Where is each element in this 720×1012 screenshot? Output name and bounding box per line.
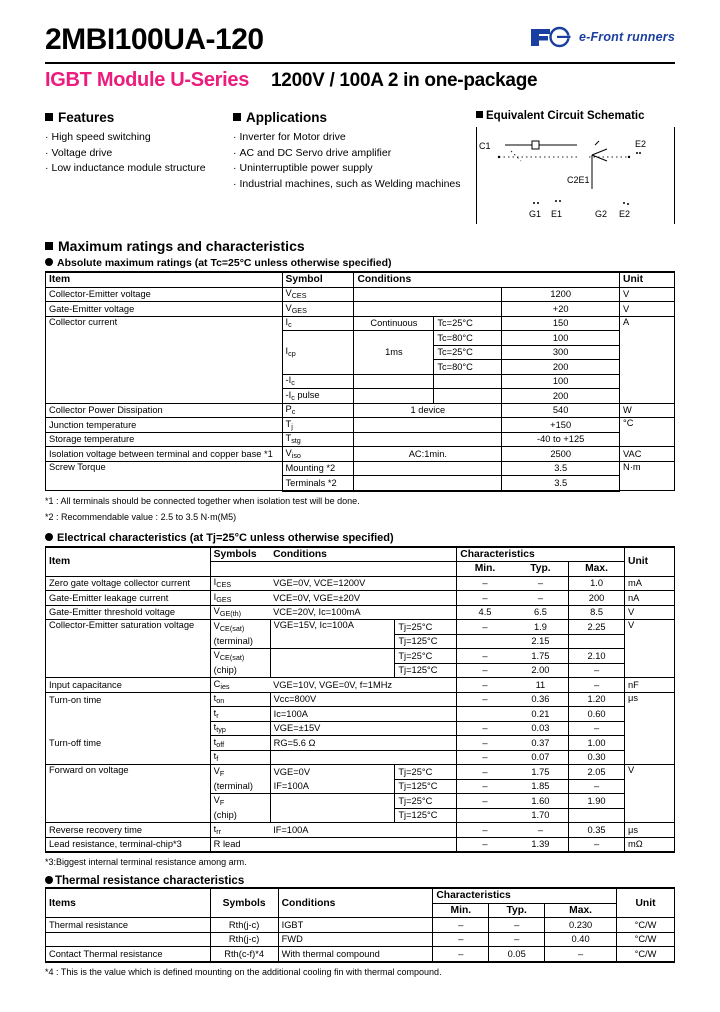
cell-symbol: $t_{off}$ [210, 736, 270, 751]
cell-typ: 6.5 [513, 605, 569, 620]
cell-conditions [354, 432, 502, 447]
cell-item: Gate-Emitter threshold voltage [46, 605, 211, 620]
cell-item: Isolation voltage between terminal and copper base *1 [46, 447, 283, 462]
cell-conditions [270, 794, 395, 823]
cell-rating: 100 [502, 374, 620, 389]
brand-logo [530, 26, 675, 48]
cell-max: – [569, 678, 625, 693]
cell-rating: 3.5 [502, 476, 620, 491]
cell-max: 2.10 [569, 649, 625, 664]
thermal-resistance-table [45, 887, 675, 963]
col-typ: Typ. [489, 903, 545, 918]
cell-symbol: Mounting *2 [282, 461, 354, 476]
max-ratings-caption: Absolute maximum ratings (at Tc=25°C unless otherwise specified) [45, 257, 675, 269]
cell-typ: – [513, 823, 569, 838]
list-item: · Industrial machines, such as Welding machines [233, 177, 461, 190]
cell-item: Screw Torque [46, 461, 283, 491]
cell-symbol: $C_{ies}$ [210, 678, 270, 693]
table-row [46, 447, 675, 462]
cell-conditions: IGBT [278, 918, 433, 933]
cell-max: – [569, 721, 625, 736]
cell-max: 0.40 [545, 932, 617, 947]
cell-item: Reverse recovery time [46, 823, 211, 838]
cell-cond2: Tj=125°C [395, 808, 457, 823]
cell-item: Input capacitance [46, 678, 211, 693]
cell-symbol: $-I_c$ pulse [282, 389, 354, 404]
cell-item: Contact Thermal resistance [46, 947, 211, 962]
cell-min: – [457, 678, 513, 693]
cell-symbol: $V_{GE(th)}$ [210, 605, 270, 620]
schematic-label-c1: C1 [479, 141, 491, 151]
cell-unit: °C/W [617, 932, 675, 947]
cell-item [46, 707, 211, 722]
cell-typ: – [513, 576, 569, 591]
bullet-circle-icon [45, 876, 53, 884]
cell-max: 0.30 [569, 750, 625, 765]
cell-item: Storage temperature [46, 432, 283, 447]
col-symbols: Symbols [210, 547, 270, 562]
col-symbols: Symbols [210, 888, 278, 918]
cell-max: 2.25 [569, 620, 625, 635]
cell-cond2: Tj=25°C [395, 765, 457, 780]
cell-symbol: $T_j$ [282, 418, 354, 433]
cell-cond1 [354, 374, 434, 389]
table-row [46, 576, 675, 591]
cell-typ: 0.36 [513, 692, 569, 707]
cell-unit: V [625, 605, 675, 620]
col-min: Min. [433, 903, 489, 918]
cell-unit: V [625, 765, 675, 823]
cell-unit: °C [620, 418, 675, 447]
cell-typ: 1.9 [513, 620, 569, 635]
cell-conditions [270, 649, 395, 678]
cell-min: – [457, 750, 513, 765]
cell-typ: 2.15 [513, 634, 569, 649]
list-item: · High speed switching [45, 131, 151, 143]
table-row [46, 591, 675, 606]
cell-symbol: $t_r$ [210, 707, 270, 722]
table-row [46, 418, 675, 433]
cell-rating: 300 [502, 345, 620, 360]
cell-symbol: Terminals *2 [282, 476, 354, 491]
cell-item: Thermal resistance [46, 918, 211, 933]
cell-rating: +150 [502, 418, 620, 433]
cell-symbol: $I_{GES}$ [210, 591, 270, 606]
cell-max: – [569, 837, 625, 852]
cell-symbol: (terminal) [210, 634, 270, 649]
cell-item: Gate-Emitter leakage current [46, 591, 211, 606]
table-row [46, 750, 675, 765]
cell-item [46, 932, 211, 947]
cell-item: Collector-Emitter voltage [46, 287, 283, 302]
cell-min: – [457, 591, 513, 606]
list-item: · Inverter for Motor drive [233, 131, 346, 143]
cell-unit: nA [625, 591, 675, 606]
cell-conditions: FWD [278, 932, 433, 947]
cell-symbol: $t_f$ [210, 750, 270, 765]
col-typ: Typ. [513, 562, 569, 577]
col-conditions: Conditions [354, 272, 620, 287]
cell-conditions: VGE=±15V [270, 721, 457, 736]
bullet-square-icon [45, 113, 53, 121]
thermal-heading: Thermal resistance characteristics [45, 875, 675, 887]
cell-max: – [569, 779, 625, 794]
cell-unit: V [620, 287, 675, 302]
table-row [46, 605, 675, 620]
table-row [46, 403, 675, 418]
table-row [46, 432, 675, 447]
col-unit: Unit [625, 547, 675, 577]
features-section [45, 110, 233, 224]
cell-rating: 3.5 [502, 461, 620, 476]
cell-min: – [457, 837, 513, 852]
cell-conditions: IF=100A [270, 779, 395, 794]
cell-unit: VAC [620, 447, 675, 462]
cell-symbol: $P_c$ [282, 403, 354, 418]
cell-symbol: (chip) [210, 663, 270, 678]
col-max: Max. [545, 903, 617, 918]
cell-unit: °C/W [617, 947, 675, 962]
table-row [46, 287, 675, 302]
cell-cond2: Tj=125°C [395, 663, 457, 678]
table-row [46, 707, 675, 722]
cell-min: 4.5 [457, 605, 513, 620]
cell-min: – [457, 779, 513, 794]
cell-min: – [433, 932, 489, 947]
cell-typ: 0.03 [513, 721, 569, 736]
table-header-row [46, 272, 675, 287]
cell-symbol: $t_{on}$ [210, 692, 270, 707]
table-row [46, 721, 675, 736]
cell-max: – [569, 663, 625, 678]
cell-cond2: Tj=25°C [395, 794, 457, 809]
equivalent-circuit-diagram [476, 127, 675, 224]
cell-rating: 100 [502, 331, 620, 346]
cell-cond2: Tj=125°C [395, 634, 457, 649]
cell-item: Collector-Emitter saturation voltage [46, 620, 211, 678]
cell-conditions: VGE=0V [270, 765, 395, 780]
cell-max: 1.90 [569, 794, 625, 809]
cell-conditions [354, 302, 502, 317]
cell-unit: μs [625, 823, 675, 838]
cell-symbol: $V_F$ [210, 794, 270, 809]
cell-unit: mA [625, 576, 675, 591]
cell-cond2: Tc=25°C [434, 316, 502, 331]
list-item: · AC and DC Servo drive amplifier [233, 146, 392, 159]
cell-cond1: 1ms [354, 331, 434, 375]
cell-symbol: $t_{rr}$ [210, 823, 270, 838]
features-heading: Features [45, 110, 233, 125]
fuji-electric-logo-icon [530, 26, 574, 48]
bullet-circle-icon [45, 258, 53, 266]
list-item: · Voltage drive [45, 146, 113, 159]
cell-unit: V [620, 302, 675, 317]
cell-item: Collector current [46, 316, 283, 403]
bullet-square-icon [476, 111, 483, 118]
cell-min: – [457, 794, 513, 809]
cell-typ: 0.07 [513, 750, 569, 765]
cell-rating: +20 [502, 302, 620, 317]
cell-cond2: Tc=25°C [434, 345, 502, 360]
cell-typ: 0.21 [513, 707, 569, 722]
cell-typ: 1.75 [513, 765, 569, 780]
cell-conditions: AC:1min. [354, 447, 502, 462]
cell-max: 0.60 [569, 707, 625, 722]
list-item: · Low inductance module structure [45, 162, 206, 174]
cell-unit: A [620, 316, 675, 403]
col-characteristics: Characteristics [457, 547, 625, 562]
cell-conditions: VGE=10V, VGE=0V, f=1MHz [270, 678, 457, 693]
col-min: Min. [457, 562, 513, 577]
cell-min: – [457, 823, 513, 838]
cell-conditions: VCE=20V, Ic=100mA [270, 605, 457, 620]
cell-conditions: VGE=0V, VCE=1200V [270, 576, 457, 591]
cell-cond1: Continuous [354, 316, 434, 331]
footnote-4: *4 : This is the value which is defined mounting on the additional cooling fin with thermal compound. [45, 966, 442, 977]
cell-unit: μs [625, 692, 675, 765]
table-row [46, 678, 675, 693]
cell-item: Gate-Emitter voltage [46, 302, 283, 317]
table-row [46, 823, 675, 838]
cell-min [457, 634, 513, 649]
cell-item: Junction temperature [46, 418, 283, 433]
cell-max: 2.05 [569, 765, 625, 780]
table-row [46, 765, 675, 780]
col-symbol: Symbol [282, 272, 354, 287]
page-title: 2MBI100UA-120 [45, 23, 264, 56]
table-row [46, 947, 675, 962]
cell-conditions: RG=5.6 Ω [270, 736, 457, 751]
cell-min: – [457, 765, 513, 780]
table-row [46, 932, 675, 947]
cell-max: 1.20 [569, 692, 625, 707]
cell-item: Lead resistance, terminal-chip*3 [46, 837, 211, 852]
cell-symbol: $V_{iso}$ [282, 447, 354, 462]
cell-unit: mΩ [625, 837, 675, 852]
col-unit: Unit [620, 272, 675, 287]
cell-min: – [457, 736, 513, 751]
cell-min: – [433, 918, 489, 933]
electrical-characteristics-table [45, 546, 675, 854]
cell-cond2: Tc=80°C [434, 331, 502, 346]
cell-min: – [457, 576, 513, 591]
col-unit: Unit [617, 888, 675, 918]
cell-conditions [354, 287, 502, 302]
cell-conditions: Ic=100A [270, 707, 457, 722]
cell-conditions [270, 837, 457, 852]
schematic-section [476, 110, 675, 224]
cell-max [569, 808, 625, 823]
applications-heading: Applications [233, 110, 476, 125]
cell-conditions [354, 418, 502, 433]
cell-unit: V [625, 620, 675, 678]
cell-max: 200 [569, 591, 625, 606]
cell-item: Forward on voltage [46, 765, 211, 823]
list-item: · Uninterruptible power supply [233, 162, 373, 174]
cell-cond2: Tj=25°C [395, 649, 457, 664]
cell-rating: 1200 [502, 287, 620, 302]
table-row [46, 316, 675, 331]
cell-conditions [270, 750, 457, 765]
table-row [46, 918, 675, 933]
cell-max: 1.0 [569, 576, 625, 591]
rating-summary: 1200V / 100A 2 in one-package [271, 70, 538, 91]
cell-item: Collector Power Dissipation [46, 403, 283, 418]
cell-symbol: $V_{GES}$ [282, 302, 354, 317]
cell-typ: – [513, 591, 569, 606]
cell-typ: – [489, 932, 545, 947]
col-conditions: Conditions [270, 547, 457, 562]
schematic-label-e2-top: E2 [635, 139, 647, 149]
col-max: Max. [569, 562, 625, 577]
cell-symbol: $t_{typ}$ [210, 721, 270, 736]
cell-item [46, 750, 211, 765]
cell-symbol: Rth(c-f)*4 [210, 947, 278, 962]
cell-conditions [354, 461, 502, 476]
cell-typ: 1.60 [513, 794, 569, 809]
cell-symbol: $-I_c$ [282, 374, 354, 389]
cell-rating: 540 [502, 403, 620, 418]
page-header [45, 22, 675, 66]
cell-symbol: $V_{CES}$ [282, 287, 354, 302]
cell-symbol: $V_{CE(sat)}$ [210, 649, 270, 664]
table-row [46, 736, 675, 751]
cell-item: Turn-on time [46, 692, 211, 707]
applications-section [233, 110, 476, 224]
cell-max: 8.5 [569, 605, 625, 620]
cell-min: – [457, 692, 513, 707]
cell-unit: N·m [620, 461, 675, 491]
cell-min [457, 707, 513, 722]
col-characteristics: Characteristics [433, 888, 617, 903]
cell-min: – [457, 620, 513, 635]
table-row [46, 837, 675, 852]
cell-max [569, 634, 625, 649]
cell-typ: 11 [513, 678, 569, 693]
cell-unit: °C/W [617, 918, 675, 933]
cell-min: – [433, 947, 489, 962]
cell-typ: 1.75 [513, 649, 569, 664]
cell-item: Zero gate voltage collector current [46, 576, 211, 591]
cell-symbol: $I_c$ [282, 316, 354, 331]
cell-symbol: R lead [210, 837, 270, 852]
cell-symbol: (terminal) [210, 779, 270, 794]
cell-rating: 200 [502, 360, 620, 375]
series-title: IGBT Module U-Series [45, 69, 250, 91]
col-item: Item [46, 272, 283, 287]
cell-rating: -40 to +125 [502, 432, 620, 447]
cell-cond2: Tc=80°C [434, 360, 502, 375]
intro-columns [45, 110, 675, 224]
cell-rating: 200 [502, 389, 620, 404]
cell-typ: – [489, 918, 545, 933]
cell-cond1 [354, 389, 434, 404]
cell-cond2 [434, 374, 502, 389]
bullet-square-icon [233, 113, 241, 121]
cell-max: – [545, 947, 617, 962]
bullet-circle-icon [45, 533, 53, 541]
cell-symbol: $T_{stg}$ [282, 432, 354, 447]
max-ratings-table [45, 271, 675, 492]
cell-conditions: IF=100A [270, 823, 457, 838]
cell-typ: 0.37 [513, 736, 569, 751]
schematic-label-c2e1: C2E1 [567, 175, 590, 185]
logo-tagline: e-Front runners [578, 30, 675, 44]
cell-max: 1.00 [569, 736, 625, 751]
cell-symbol: $I_{CES}$ [210, 576, 270, 591]
table-header-row [46, 547, 675, 562]
cell-symbol: (chip) [210, 808, 270, 823]
schematic-heading: Equivalent Circuit Schematic [476, 110, 675, 122]
subtitle-row [45, 69, 675, 92]
cell-max: 0.35 [569, 823, 625, 838]
schematic-label-g1: G1 [529, 209, 542, 219]
table-row [46, 692, 675, 707]
cell-conditions: Vcc=800V [270, 692, 457, 707]
cell-unit: W [620, 403, 675, 418]
schematic-label-e2-bottom: E2 [619, 209, 631, 219]
cell-max: 0.230 [545, 918, 617, 933]
cell-conditions: VCE=0V, VGE=±20V [270, 591, 457, 606]
cell-item [46, 721, 211, 736]
cell-conditions [354, 476, 502, 491]
cell-min: – [457, 649, 513, 664]
cell-min [457, 808, 513, 823]
table-header-row [46, 888, 675, 903]
cell-conditions: With thermal compound [278, 947, 433, 962]
electrical-caption: Electrical characteristics (at Tj=25°C unless otherwise specified) [45, 532, 675, 544]
cell-cond2: Tj=125°C [395, 779, 457, 794]
footnote-3: *3:Biggest internal terminal resistance among arm. [45, 857, 247, 867]
cell-conditions: 1 device [354, 403, 502, 418]
cell-typ: 1.39 [513, 837, 569, 852]
footnote-1: *1 : All terminals should be connected together when isolation test will be done. [45, 495, 360, 506]
col-conditions: Conditions [278, 888, 433, 918]
cell-unit: nF [625, 678, 675, 693]
cell-typ: 0.05 [489, 947, 545, 962]
col-item: Item [46, 547, 211, 577]
cell-item: Turn-off time [46, 736, 211, 751]
cell-symbol: Rth(j-c) [210, 932, 278, 947]
cell-typ: 1.85 [513, 779, 569, 794]
col-items: Items [46, 888, 211, 918]
footnote-2: *2 : Recommendable value : 2.5 to 3.5 N·m(M5) [45, 511, 237, 522]
table-row [46, 461, 675, 476]
cell-typ: 1.70 [513, 808, 569, 823]
cell-symbol: $V_F$ [210, 765, 270, 780]
schematic-label-e1: E1 [551, 209, 563, 219]
cell-symbol: $I_{cp}$ [282, 331, 354, 375]
schematic-label-g2: G2 [595, 209, 608, 219]
cell-rating: 150 [502, 316, 620, 331]
cell-rating: 2500 [502, 447, 620, 462]
table-row [46, 302, 675, 317]
cell-conditions: VGE=15V, Ic=100A [270, 620, 395, 649]
cell-cond2: Tj=25°C [395, 620, 457, 635]
cell-min: – [457, 721, 513, 736]
table-row [46, 620, 675, 635]
max-ratings-heading: Maximum ratings and characteristics [45, 238, 675, 254]
cell-min: – [457, 663, 513, 678]
cell-symbol: $V_{CE(sat)}$ [210, 620, 270, 635]
cell-cond2 [434, 389, 502, 404]
bullet-square-icon [45, 242, 53, 250]
cell-typ: 2.00 [513, 663, 569, 678]
cell-symbol: Rth(j-c) [210, 918, 278, 933]
